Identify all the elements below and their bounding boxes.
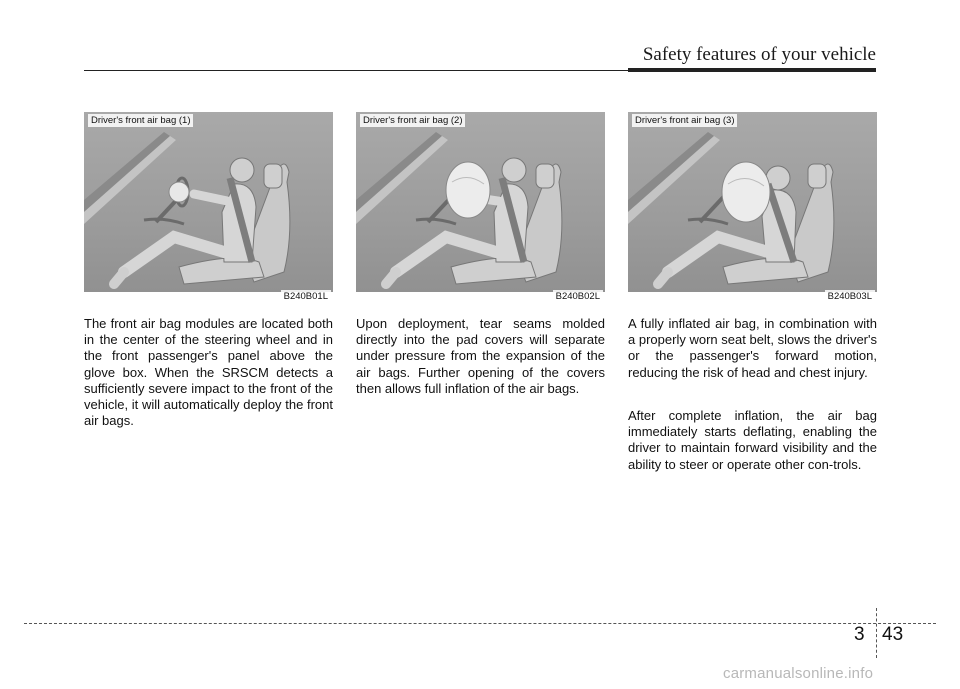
figure-airbag-3 xyxy=(628,112,877,304)
body-paragraph: A fully inflated air bag, in combination with a properly worn seat belt, slows the driver's or the passenger's forward motion, reducing the risk of head and chest injury. xyxy=(628,316,877,380)
chapter-number: 3 xyxy=(854,624,865,645)
body-paragraph: After complete inflation, the air bag immediately starts deflating, enabling the driver to maintain forward visibility and the ability to steer or operate other con-trols. xyxy=(628,408,877,472)
figure-code: B240B01L xyxy=(281,290,331,303)
illustration-airbag-stage-2 xyxy=(356,112,605,304)
figure-airbag-2 xyxy=(356,112,605,304)
section-title: Safety features of your vehicle xyxy=(642,44,876,65)
body-paragraph: Upon deployment, tear seams molded directly into the pad covers will separate under pressure from the expansion of the air bags. Further opening of the covers then allows full inflation of the air bags. xyxy=(356,316,605,396)
figure-caption: Driver's front air bag (3) xyxy=(632,114,737,127)
illustration-airbag-stage-1 xyxy=(84,112,333,304)
footer-rule xyxy=(24,623,936,624)
illustration-airbag-stage-3 xyxy=(628,112,877,304)
figure-caption: Driver's front air bag (1) xyxy=(88,114,193,127)
watermark-text: carmanualsonline.info xyxy=(723,665,874,682)
footer-divider xyxy=(876,608,877,658)
figure-caption: Driver's front air bag (2) xyxy=(360,114,465,127)
figure-code: B240B03L xyxy=(825,290,875,303)
header-rule-accent xyxy=(628,68,876,72)
figure-airbag-1 xyxy=(84,112,333,304)
page-number: 43 xyxy=(882,624,904,645)
body-paragraph: The front air bag modules are located both in the center of the steering wheel and in the front passenger's panel above the glove box. When the SRSCM detects a sufficiently severe impact to the front of the vehicle, it will automatically deploy the front air bags. xyxy=(84,316,333,429)
figure-code: B240B02L xyxy=(553,290,603,303)
